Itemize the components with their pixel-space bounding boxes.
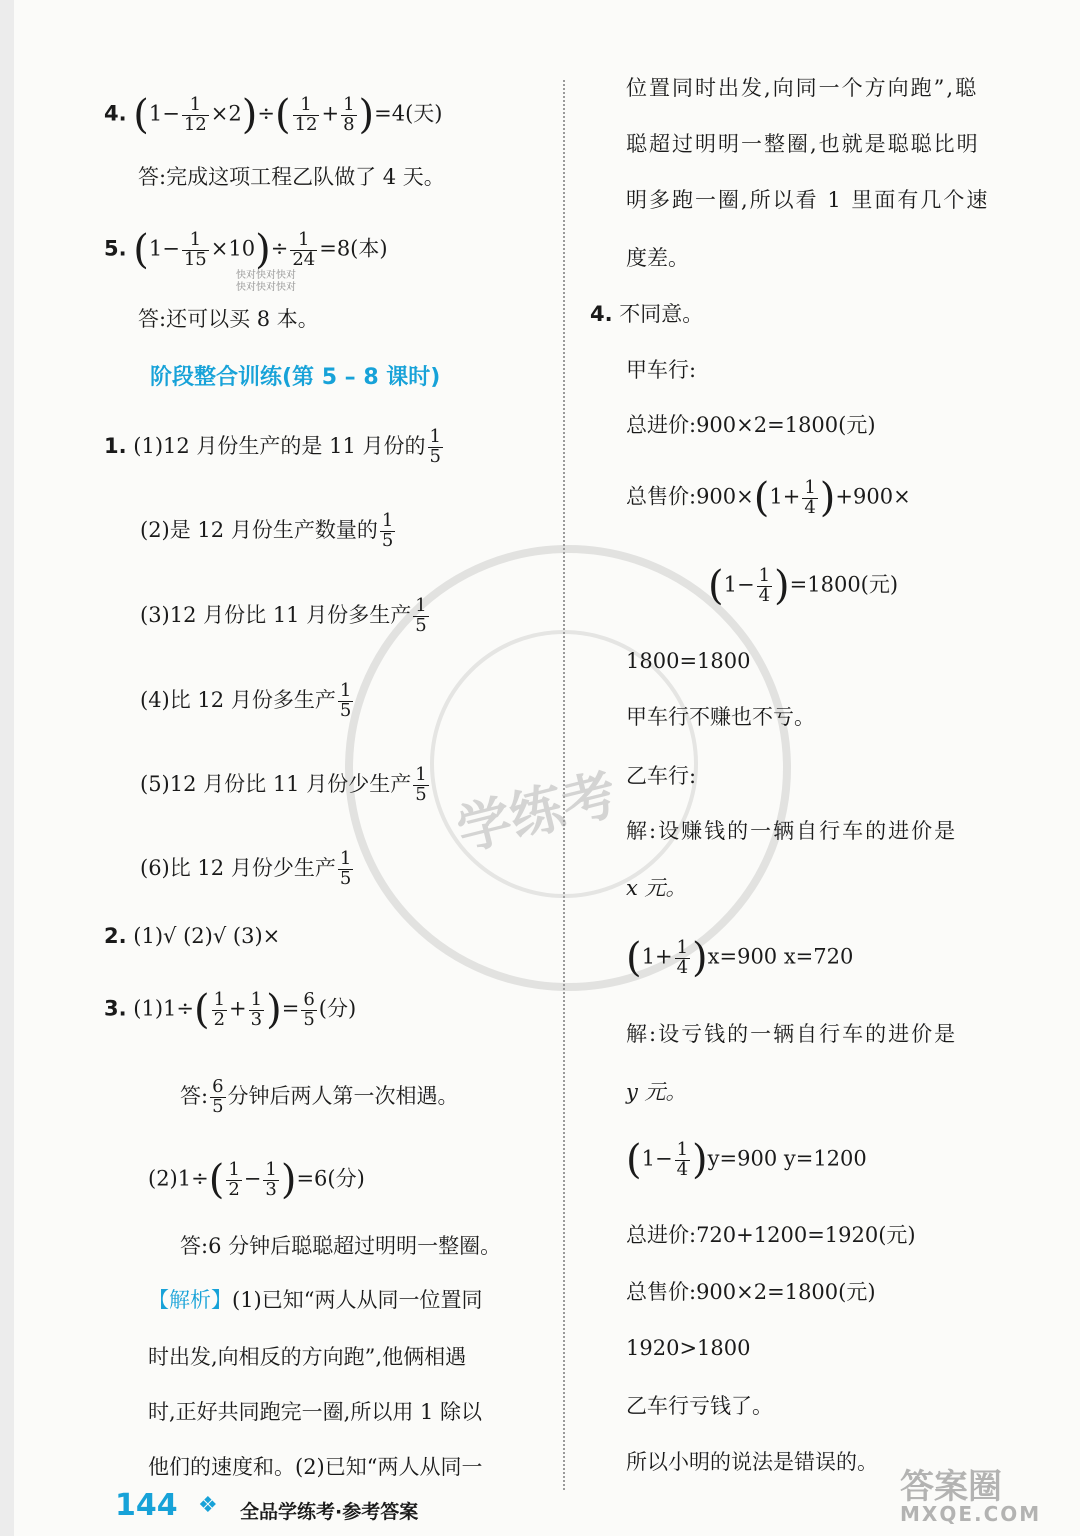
left-q5-formula: 5. (1− $\frac{1}{15}$ ×10)÷ $\frac{1}{24}$ =8(本): [104, 227, 388, 273]
right-q4: 4. 不同意。: [590, 302, 704, 326]
analysis-line-3: 时,正好共同跑完一圈,所以用 1 除以: [148, 1400, 483, 1424]
jia-sale-line-1: 总售价:900×(1+ $\frac{1}{4}$ )+900×: [626, 475, 911, 521]
final-conclusion: 所以小明的说法是错误的。: [626, 1450, 878, 1474]
right-cont-line-3: 明多跑一圈,所以看 1 里面有几个速: [626, 188, 990, 212]
x-definition: 解:设赚钱的一辆自行车的进价是: [626, 819, 958, 843]
right-cont-line-1: 位置同时出发,向同一个方向跑”,聪: [626, 76, 979, 100]
watermark-stamp-text: 学练考: [450, 762, 624, 863]
s1-item-3: (3)12 月份比 11 月份多生产 $\frac{1}{5}$: [140, 595, 427, 636]
equality: 1800=1800: [626, 649, 751, 673]
yi-sale: 总售价:900×2=1800(元): [626, 1280, 876, 1304]
yi-cost: 总进价:720+1200=1920(元): [626, 1223, 916, 1247]
page-number: 144: [115, 1488, 178, 1523]
footer-title: 全品学练考·参考答案: [240, 1501, 419, 1523]
yi-label: 乙车行:: [626, 764, 697, 788]
jia-sale-line-2: (1− $\frac{1}{4}$ )=1800(元): [708, 563, 899, 609]
jia-cost: 总进价:900×2=1800(元): [626, 413, 876, 437]
x-equation: (1+ $\frac{1}{4}$ )x=900 x=720: [626, 935, 854, 981]
s1-item-1: 1. (1)12 月份生产的是 11 月份的 $\frac{1}{5}$: [104, 426, 441, 467]
left-q4-formula: 4. (1− $\frac{1}{12}$ ×2)÷( $\frac{1}{12}$ + $\frac{1}{8}$ )=4(天): [104, 92, 443, 138]
left-q5-answer: 答:还可以买 8 本。: [138, 307, 319, 331]
s1-item-4: (4)比 12 月份多生产 $\frac{1}{5}$: [140, 680, 352, 721]
yi-conclusion: 乙车行亏钱了。: [626, 1394, 773, 1418]
page-edge-shadow: [0, 0, 14, 1536]
analysis-line-1: 【解析】(1)已知“两人从同一位置同: [148, 1288, 483, 1312]
y-definition: 解:设亏钱的一辆自行车的进价是: [626, 1022, 958, 1046]
analysis-line-2: 时出发,向相反的方向跑”,他俩相遇: [148, 1345, 467, 1369]
section-title: 阶段整合训练(第 5 – 8 课时): [150, 365, 441, 390]
s2-answers: 2. (1)√ (2)√ (3)×: [104, 924, 281, 948]
s3-part1-answer: 答: $\frac{6}{5}$ 分钟后两人第一次相遇。: [180, 1076, 459, 1117]
jia-conclusion: 甲车行不赚也不亏。: [626, 705, 815, 729]
jia-label: 甲车行:: [626, 358, 697, 382]
s1-item-5: (5)12 月份比 11 月份少生产 $\frac{1}{5}$: [140, 764, 427, 805]
analysis-line-4: 他们的速度和。(2)已知“两人从同一: [148, 1455, 483, 1479]
right-cont-line-2: 聪超过明明一整圈,也就是聪聪比明: [626, 132, 980, 156]
s1-item-6: (6)比 12 月份少生产 $\frac{1}{5}$: [140, 848, 352, 889]
watermark-corner: 答案圈 MXQE.COM: [900, 1467, 1042, 1526]
right-cont-line-4: 度差。: [626, 246, 689, 270]
s3-part2-formula: (2)1÷( $\frac{1}{2}$ − $\frac{1}{3}$ )=6(分): [148, 1157, 365, 1203]
s3-part1-formula: 3. (1)1÷( $\frac{1}{2}$ + $\frac{1}{3}$ )= $\frac{6}{5}$ (分): [104, 987, 357, 1033]
x-unit: x 元。: [626, 876, 687, 900]
y-equation: (1− $\frac{1}{4}$ )y=900 y=1200: [626, 1137, 867, 1183]
comparison: 1920>1800: [626, 1336, 751, 1360]
left-q4-answer: 答:完成这项工程乙队做了 4 天。: [138, 165, 445, 189]
s3-part2-answer: 答:6 分钟后聪聪超过明明一整圈。: [180, 1234, 502, 1258]
footer-diamond-icon: ❖: [198, 1493, 218, 1518]
watermark-small: 快对快对快对 快对快对快对: [236, 270, 296, 293]
y-unit: y 元。: [626, 1080, 687, 1104]
s1-item-2: (2)是 12 月份生产数量的 $\frac{1}{5}$: [140, 510, 394, 551]
